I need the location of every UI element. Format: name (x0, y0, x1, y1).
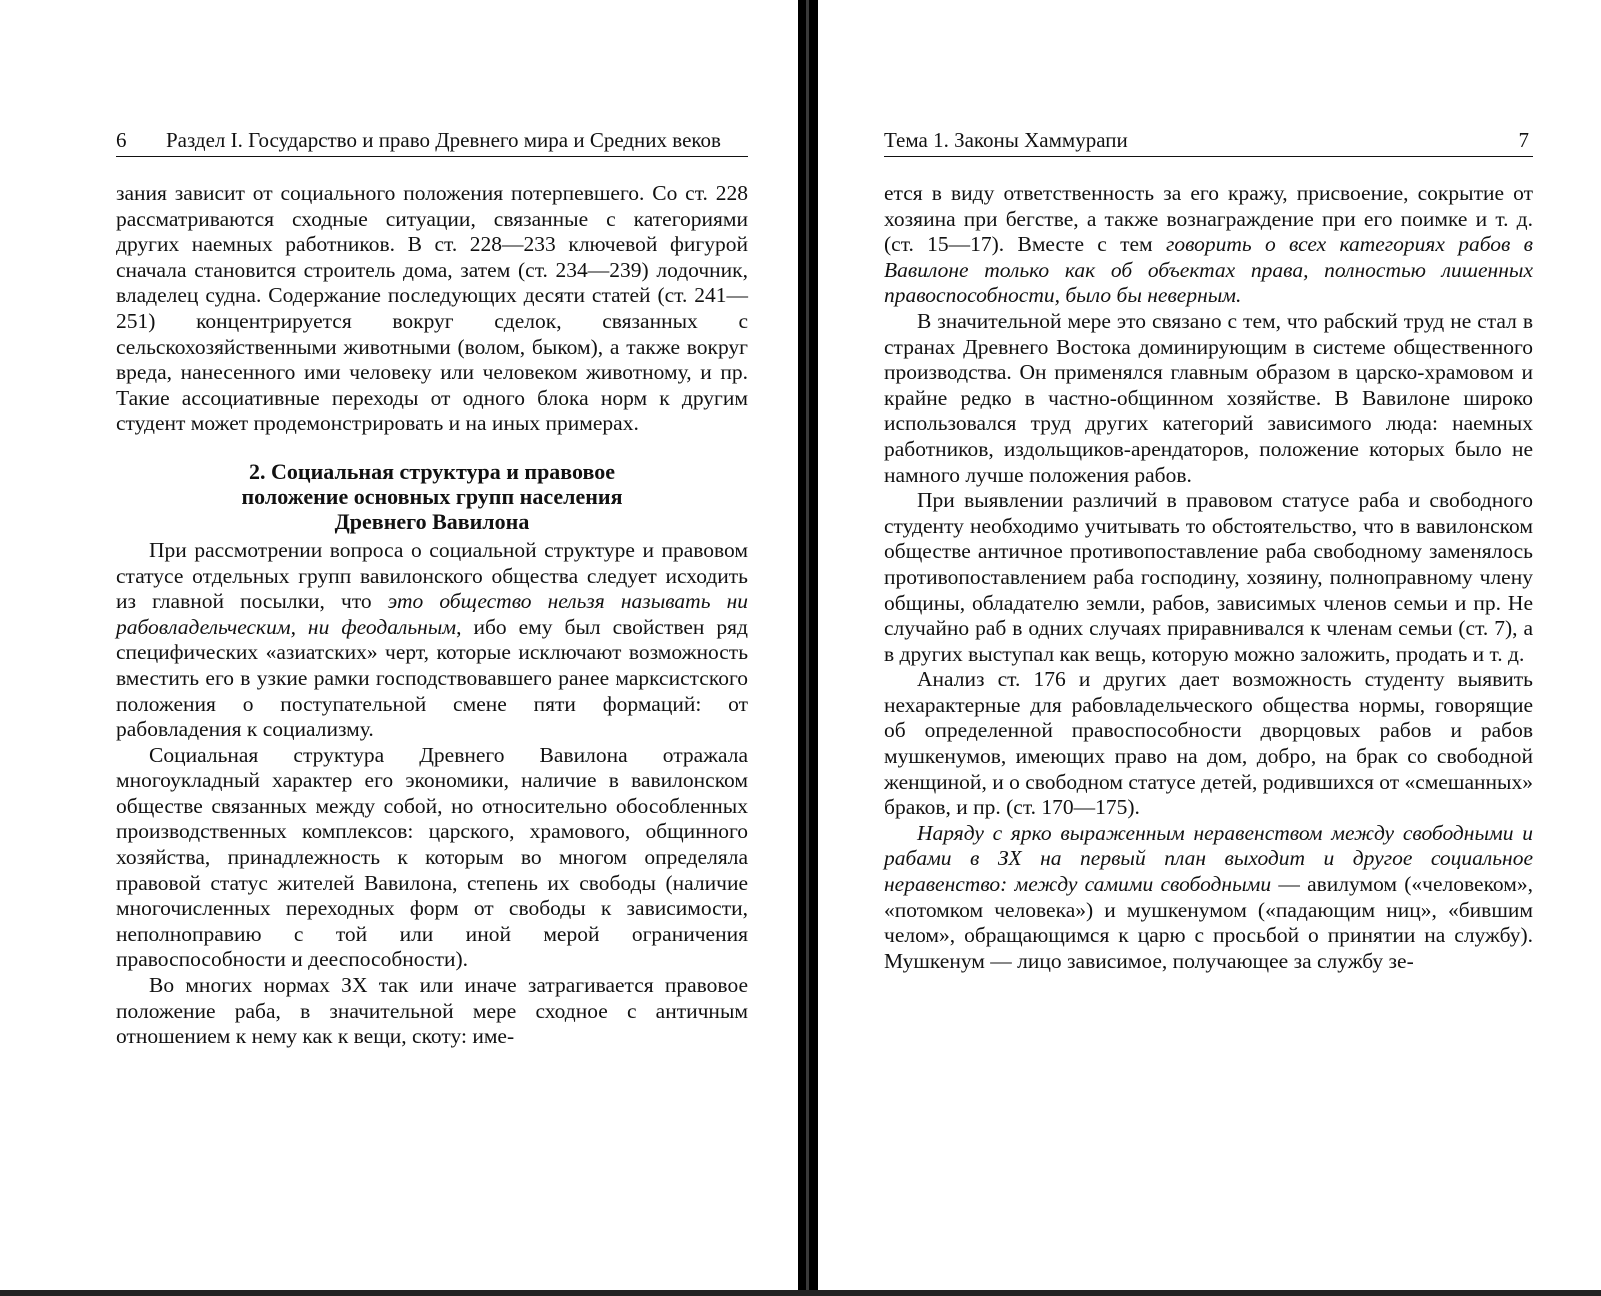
right-text-block (884, 181, 1533, 974)
left-running-head (116, 126, 748, 157)
right-paragraph-4: Анализ ст. 176 и других дает возможность студенту выявить нехарактерные для рабовладельческого общества нормы, говорящие об определенной правоспособности дворцовых рабов и рабов мушкенумов, имеющих право на дом, добро, на брак со свободной женщиной, и о свободном статусе детей, родившихся от «смешанных» браков, и пр. (ст. 170—175). (884, 667, 1533, 820)
left-page-number: 6 (116, 128, 127, 152)
right-page (818, 0, 1601, 1296)
right-paragraph-1 (884, 181, 1533, 309)
section-heading-line-1: 2. Социальная структура и правовое (249, 458, 615, 484)
right-page-number: 7 (1518, 128, 1529, 152)
right-running-head-title: Тема 1. Законы Хаммурапи (884, 128, 1128, 152)
right-running-head (884, 126, 1533, 157)
left-running-head-title: Раздел I. Государство и право Древнего мира и Средних веков (166, 128, 721, 152)
section-heading-line-3: Древнего Вавилона (334, 508, 530, 534)
right-paragraph-1-emphasis: говорить о всех категориях рабов в Вавилоне только как об объектах права, полностью лишенных правоспособности, было бы неверным. (884, 232, 1533, 308)
left-page (0, 0, 798, 1296)
scan-bottom-edge (0, 1290, 1601, 1296)
left-text-block (116, 181, 748, 1050)
left-paragraph-2 (116, 538, 748, 743)
right-paragraph-5-end: — авилумом («человеком», «потомком человека») и мушкенумом («падающим ниц», «бившим челом», обращающимся к царю с просьбой о принятии на службу). Мушкенум — лицо зависимое, получающее за службу зе- (884, 872, 1534, 973)
left-paragraph-3: Социальная структура Древнего Вавилона отражала многоукладный характер его экономики, наличие в вавилонском обществе связанных между собой, но относительно обособленных производственных комплексов: царского, храмового, общинного хозяйства, принадлежность к которым во многом определяла правовой статус жителей Вавилона, степень их свободы (наличие многочисленных переходных форм от свободы к зависимости, неполноправию с той или иной мерой ограничения правоспособности и дееспособности). (116, 742, 748, 972)
right-paragraph-3: При выявлении различий в правовом статусе раба и свободного студенту необходимо учитывать то обстоятельство, что в вавилонском обществе античное противопоставление раба свободному заменялось противопоставлением раба господину, хозяину, полноправному члену общины, обладателю земли, рабов, зависимых членов семьи и пр. Не случайно раб в одних случаях приравнивался к членам семьи (ст. 7), а в других выступал как вещь, которую можно заложить, продать и т. д. (884, 488, 1533, 666)
left-paragraph-4: Во многих нормах ЗХ так или иначе затрагивается правовое положение раба, в значительной мере сходное с античным отношением к нему как к вещи, скоту: име- (116, 973, 748, 1049)
left-paragraph-1: зания зависит от социального положения потерпевшего. Со ст. 228 рассматриваются сходные ситуации, связанные с категориями других наемных работников. В ст. 228—233 ключевой фигурой сначала становится строитель дома, затем (ст. 234—239) лодочник, владелец судна. Содержание последующих десяти статей (ст. 241—251) концентрируется вокруг сделок, связанных с сельскохозяйственными животными (волом, быком), а также вокруг вреда, нанесенного ими человеку или человеком животному, и пр. Такие ассоциативные переходы от одного блока норм к другим студент может продемонстрировать и на иных примерах. (116, 181, 748, 436)
right-paragraph-5 (884, 821, 1533, 975)
right-paragraph-2: В значительной мере это связано с тем, что рабский труд не стал в странах Древнего Востока доминирующим в системе общественного производства. Он применялся главным образом в царско-храмовом и крайне редко в частно-общинном хозяйстве. В Вавилоне широко использовался труд других категорий зависимого люда: наемных работников, издольщиков-арендаторов, положение которых было не намного лучше положения рабов. (884, 308, 1533, 487)
left-paragraph-2-emphasis: это общество нельзя называть ни рабовладельческим, ни феодальным (116, 589, 748, 639)
section-heading (186, 459, 678, 534)
right-paragraph-5-emphasis: Наряду с ярко выраженным неравенством между свободными и рабами в ЗХ на первый план выходит и другое социальное неравенство: между самими свободными (884, 820, 1533, 897)
section-heading-line-2: положение основных групп населения (241, 483, 623, 509)
book-spine-gap (806, 0, 809, 1296)
left-paragraph-2-end: , ибо ему был свойствен ряд специфических «азиатских» черт, которые исключают возможность вместить его в узкие рамки господствовавшего ранее марксистского положения о поступательной смене пяти формаций: от рабовладения к социализму. (116, 614, 748, 742)
right-paragraph-1-start: ется в виду ответственность за его кражу, присвоение, сокрытие от хозяина при бегстве, а также вознаграждение при его поимке и т. д. (ст. 15—17). Вместе с тем (884, 181, 1533, 257)
left-paragraph-2-start: При рассмотрении вопроса о социальной структуре и правовом статусе отдельных групп вавилонского общества следует исходить из главной посылки, что (116, 537, 748, 614)
